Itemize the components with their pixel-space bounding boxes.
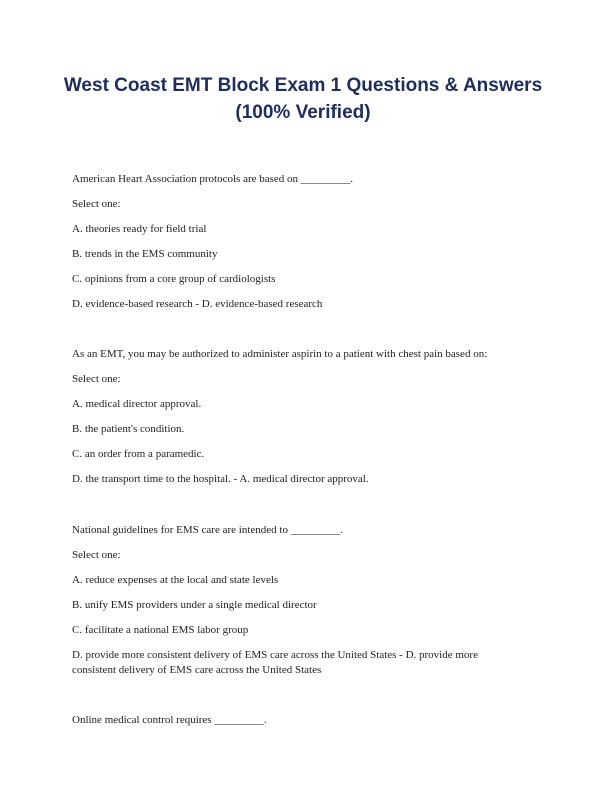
- question-1-option-d: D. evidence-based research - D. evidence-based research: [72, 298, 323, 310]
- question-1-select-label: Select one:: [72, 198, 121, 210]
- question-1-option-a: A. theories ready for field trial: [72, 223, 207, 235]
- question-3-option-b: B. unify EMS providers under a single medical director: [72, 599, 317, 611]
- question-3-option-a: A. reduce expenses at the local and state levels: [72, 574, 279, 586]
- question-2-select-label: Select one:: [72, 373, 121, 385]
- question-1-option-b: B. trends in the EMS community: [72, 248, 218, 260]
- page-title: West Coast EMT Block Exam 1 Questions & Answers: [63, 75, 543, 96]
- question-1-option-c: C. opinions from a core group of cardiologists: [72, 273, 276, 285]
- page-subtitle: (100% Verified): [235, 102, 371, 123]
- question-3-option-c: C. facilitate a national EMS labor group: [72, 624, 249, 636]
- question-2-option-d: D. the transport time to the hospital. - A. medical director approval.: [72, 473, 369, 485]
- question-3-select-label: Select one:: [72, 549, 121, 561]
- question-2-option-a: A. medical director approval.: [72, 398, 202, 410]
- question-2-option-c: C. an order from a paramedic.: [72, 448, 205, 460]
- question-1-text: American Heart Association protocols are based on _________.: [72, 173, 354, 185]
- question-3-text: National guidelines for EMS care are intended to _________.: [72, 524, 343, 536]
- question-4-text: Online medical control requires _________.: [72, 714, 267, 726]
- question-2-text: As an EMT, you may be authorized to administer aspirin to a patient with chest pain based on:: [72, 348, 488, 360]
- question-3-option-d: D. provide more consistent delivery of EMS care across the United States - D. provide more consistent delivery of EMS care across the United States: [72, 649, 478, 676]
- question-2-option-b: B. the patient's condition.: [72, 423, 185, 435]
